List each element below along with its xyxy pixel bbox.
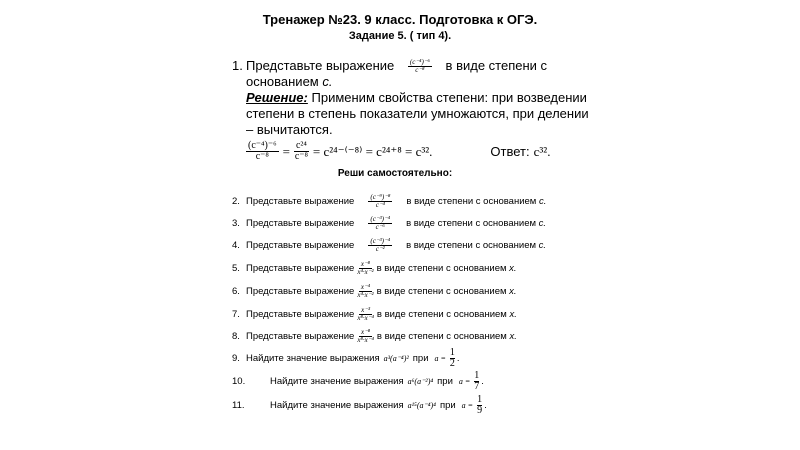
task-base: c. <box>538 217 547 229</box>
task-number: 9. <box>232 352 240 364</box>
denominator: 9 <box>477 404 483 416</box>
task-base: x. <box>509 330 517 342</box>
numerator: x⁻⁸ <box>361 327 371 336</box>
denominator: c⁻⁶ <box>375 222 385 231</box>
task-text-after: в виде степени с основанием <box>376 330 507 342</box>
task-expression: a⁶(a⁻²)⁴ <box>407 376 434 386</box>
task-text: Представьте выражение <box>246 262 355 274</box>
numerator: x⁻³ <box>361 305 371 314</box>
task-text-after: в виде степени с основанием <box>406 217 537 229</box>
solution-calculation <box>246 141 592 162</box>
task-expression <box>368 238 392 253</box>
task-text-after: в виде степени с основанием <box>376 262 507 274</box>
task-text: Представьте выражение <box>246 330 355 342</box>
task-item <box>232 257 517 279</box>
task-at: при <box>412 352 429 364</box>
task-expression <box>357 329 374 344</box>
task-base: c. <box>538 239 547 251</box>
task-value <box>448 348 457 369</box>
task-variable: a = <box>461 400 474 410</box>
example-base: c. <box>322 74 333 90</box>
task-number: 8. <box>232 330 240 342</box>
example-expression <box>408 59 432 74</box>
solution-text: Применим свойства степени: при возведении степени в степень показатели умножаются, при делении – вычитаются. <box>246 90 589 138</box>
numerator: (c⁻⁴)⁻⁶ <box>409 58 430 67</box>
period: . <box>481 375 484 387</box>
numerator: 1 <box>477 393 483 405</box>
numerator: (c⁻⁹)⁻⁸ <box>370 192 391 201</box>
task-text: Найдите значение выражения <box>246 352 380 364</box>
task-text-after: в виде степени с основанием <box>406 195 537 207</box>
task-base: x. <box>509 285 517 297</box>
equals-sign: = <box>282 143 290 159</box>
task-item <box>232 212 546 234</box>
example-problem <box>232 58 592 162</box>
answer-value: c³². <box>533 143 551 159</box>
task-at: при <box>437 375 453 387</box>
task-at: при <box>439 399 456 411</box>
task-item <box>232 325 517 347</box>
denominator: x⁸·x⁻⁴ <box>357 313 374 322</box>
task-item <box>232 347 460 369</box>
calc-result: = c²⁴⁻⁽⁻⁸⁾ = c²⁴⁺⁸ = c³². <box>312 143 433 159</box>
denominator: c⁻⁸ <box>415 66 425 75</box>
denominator: c⁻⁸ <box>294 151 309 163</box>
task-expression <box>357 261 373 276</box>
denominator: x⁴·x⁻² <box>357 290 374 299</box>
task-number: 6. <box>232 285 240 297</box>
task-number: 7. <box>232 308 240 320</box>
period: . <box>484 399 487 411</box>
task-expression: a¹⁵(a⁻⁴)⁴ <box>407 400 436 410</box>
task-text: Представьте выражение <box>246 308 355 320</box>
numerator: (c⁻³)⁻⁴ <box>370 214 391 223</box>
page-title: Тренажер №23. 9 класс. Подготовка к ОГЭ. <box>262 12 538 27</box>
task-text: Представьте выражение <box>246 195 355 207</box>
task-variable: a = <box>458 376 471 386</box>
task-number: 11. <box>232 399 245 411</box>
task-text: Найдите значение выражения <box>270 399 404 411</box>
task-item <box>232 190 546 212</box>
task-text: Представьте выражение <box>246 217 355 229</box>
task-text: Найдите значение выражения <box>270 375 404 387</box>
task-number: 5. <box>232 262 240 274</box>
task-item <box>232 394 487 416</box>
solution-label: Решение: <box>246 90 308 106</box>
task-text-after: в виде степени с основанием <box>376 308 507 320</box>
example-text: Представьте выражение <box>246 58 395 73</box>
task-item <box>232 234 546 256</box>
task-base: x. <box>509 262 517 274</box>
denominator: c⁻⁸ <box>255 151 269 163</box>
denominator: x⁴·x⁻² <box>357 267 374 276</box>
answer-label: Ответ: <box>490 143 530 159</box>
task-text: Представьте выражение <box>246 239 355 251</box>
task-text-after: в виде степени с основанием <box>406 239 537 251</box>
task-value <box>472 371 481 392</box>
task-expression: a³(a⁻⁴)² <box>383 353 409 363</box>
task-expression <box>368 216 392 231</box>
numerator: x⁻⁴ <box>360 282 371 291</box>
task-number: 3. <box>232 217 240 229</box>
task-expression <box>357 284 373 299</box>
numerator: 1 <box>449 346 455 358</box>
task-item <box>232 280 517 302</box>
task-variable: a = <box>434 353 446 363</box>
numerator: (c⁻³)⁻⁴ <box>370 236 391 245</box>
page-subtitle: Задание 5. ( тип 4). <box>348 30 452 42</box>
task-expression <box>357 307 374 322</box>
denominator: c⁻⁴ <box>375 200 385 209</box>
task-item <box>232 370 484 392</box>
numerator: x⁻⁸ <box>360 259 371 268</box>
task-number: 2. <box>232 195 240 207</box>
self-study-heading: Реши самостоятельно: <box>337 168 453 179</box>
task-base: x. <box>509 308 517 320</box>
denominator: 2 <box>449 357 455 369</box>
task-number: 10. <box>232 375 246 387</box>
numerator: 1 <box>474 369 480 381</box>
task-text: Представьте выражение <box>246 285 355 297</box>
denominator: 7 <box>474 380 480 392</box>
numerator: c²⁴ <box>295 140 307 152</box>
example-number: 1. <box>232 58 243 73</box>
denominator: c⁻² <box>375 244 385 253</box>
numerator: (c⁻⁴)⁻⁶ <box>248 140 277 152</box>
task-number: 4. <box>232 239 240 251</box>
task-expression <box>368 194 392 209</box>
denominator: x⁸·x⁻⁴ <box>357 335 374 344</box>
period: . <box>456 352 460 364</box>
task-item <box>232 303 517 325</box>
task-base: c. <box>538 195 547 207</box>
task-text-after: в виде степени с основанием <box>376 285 507 297</box>
task-value <box>475 395 484 416</box>
example-text-after: в виде степени с основанием <box>246 58 548 90</box>
